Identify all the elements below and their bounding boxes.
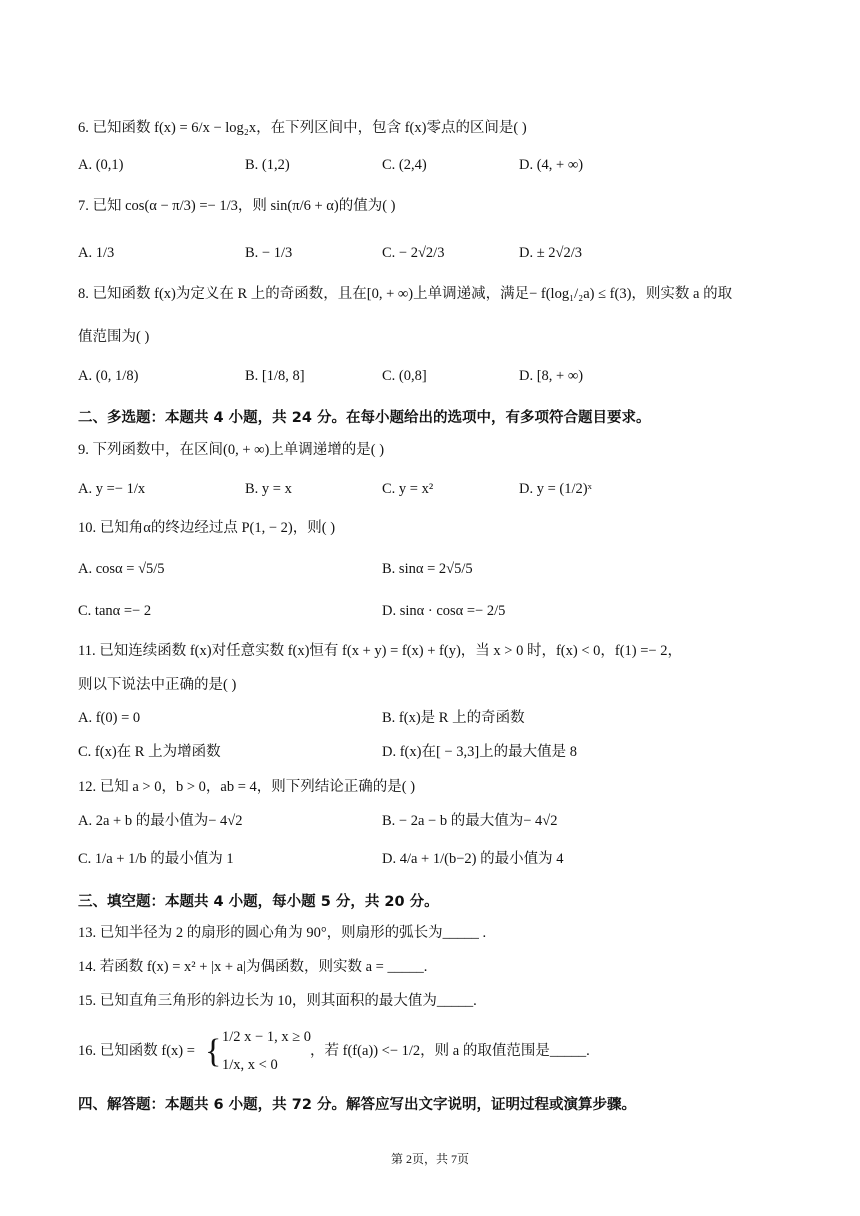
q8-option-c: C. (0,8] (382, 368, 427, 384)
q11-option-b: B. f(x)是 R 上的奇函数 (382, 710, 525, 726)
q10-option-c: C. tanα =− 2 (78, 603, 152, 619)
q16-suffix: ，若 f(f(a)) <− 1/2，则 a 的取值范围是_____. (310, 1043, 590, 1059)
q14-stem: 14. 若函数 f(x) = x² + |x + a|为偶函数，则实数 a = _____. (78, 959, 428, 975)
q11-stem: 11. 已知连续函数 f(x)对任意实数 f(x)恒有 f(x + y) = f(x) + f(y)，当 x > 0 时，f(x) < 0，f(1) =− 2， (78, 643, 682, 659)
q7-option-b: B. − 1/3 (245, 245, 293, 261)
section-fill-blank-heading: 三、填空题：本题共 4 小题，每小题 5 分，共 20 分。 (78, 894, 439, 910)
q9-option-d: D. y = (1/2)ˣ (519, 481, 592, 497)
q7-option-c: C. − 2√2/3 (382, 245, 445, 261)
q10-option-b: B. sinα = 2√5/5 (382, 561, 473, 577)
q13-stem: 13. 已知半径为 2 的扇形的圆心角为 90°，则扇形的弧长为_____ . (78, 925, 487, 941)
q16-case-2: 1/x, x < 0 (222, 1057, 278, 1073)
section-answer-heading: 四、解答题：本题共 6 小题，共 72 分。解答应写出文字说明，证明过程或演算步骤。 (78, 1097, 636, 1113)
q9-option-a: A. y =− 1/x (78, 481, 146, 497)
q6-option-b: B. (1,2) (245, 157, 290, 173)
q8-option-d: D. [8, + ∞) (519, 368, 584, 384)
q10-stem: 10. 已知角α的终边经过点 P(1, − 2)，则( ) (78, 520, 336, 536)
brace-icon: { (205, 1033, 222, 1070)
q11-option-d: D. f(x)在[ − 3,3]上的最大值是 8 (382, 744, 578, 760)
q8-stem-continued: 值范围为( ) (78, 329, 150, 345)
q7-option-d: D. ± 2√2/3 (519, 245, 583, 261)
q8-option-a: A. (0, 1/8) (78, 368, 139, 384)
q16-prefix: 16. 已知函数 f(x) = (78, 1043, 195, 1059)
q12-option-c: C. 1/a + 1/b 的最小值为 1 (78, 851, 234, 867)
q15-stem: 15. 已知直角三角形的斜边长为 10，则其面积的最大值为_____. (78, 993, 477, 1009)
q8-stem: 8. 已知函数 f(x)为定义在 R 上的奇函数，且在[0, + ∞)上单调递减，满足− f(log₁/₂a) ≤ f(3)，则实数 a 的取 (78, 286, 733, 302)
q10-option-d: D. sinα · cosα =− 2/5 (382, 603, 506, 619)
q11-option-c: C. f(x)在 R 上为增函数 (78, 744, 221, 760)
q6-option-c: C. (2,4) (382, 157, 427, 173)
q9-option-c: C. y = x² (382, 481, 434, 497)
q11-stem-continued: 则以下说法中正确的是( ) (78, 677, 237, 693)
q12-option-b: B. − 2a − b 的最大值为− 4√2 (382, 813, 558, 829)
section-multi-choice-heading: 二、多选题：本题共 4 小题，共 24 分。在每小题给出的选项中，有多项符合题目要求。 (78, 410, 651, 426)
q12-stem: 12. 已知 a > 0，b > 0，ab = 4，则下列结论正确的是( ) (78, 779, 416, 795)
q8-option-b: B. [1/8, 8] (245, 368, 305, 384)
q6-option-a: A. (0,1) (78, 157, 124, 173)
q7-option-a: A. 1/3 (78, 245, 115, 261)
q9-option-b: B. y = x (245, 481, 292, 497)
q11-option-a: A. f(0) = 0 (78, 710, 141, 726)
q12-option-a: A. 2a + b 的最小值为− 4√2 (78, 813, 243, 829)
q6-option-d: D. (4, + ∞) (519, 157, 584, 173)
q7-stem: 7. 已知 cos(α − π/3) =− 1/3，则 sin(π/6 + α)的值为( ) (78, 198, 396, 214)
q9-stem: 9. 下列函数中，在区间(0, + ∞)上单调递增的是( ) (78, 442, 385, 458)
page-footer: 第 2页，共 7页 (390, 1152, 469, 1166)
q16-case-1: 1/2 x − 1, x ≥ 0 (222, 1029, 312, 1045)
q12-option-d: D. 4/a + 1/(b−2) 的最小值为 4 (382, 851, 564, 867)
q10-option-a: A. cosα = √5/5 (78, 561, 165, 577)
q6-stem: 6. 已知函数 f(x) = 6/x − log₂x，在下列区间中，包含 f(x)零点的区间是( ) (78, 120, 527, 136)
